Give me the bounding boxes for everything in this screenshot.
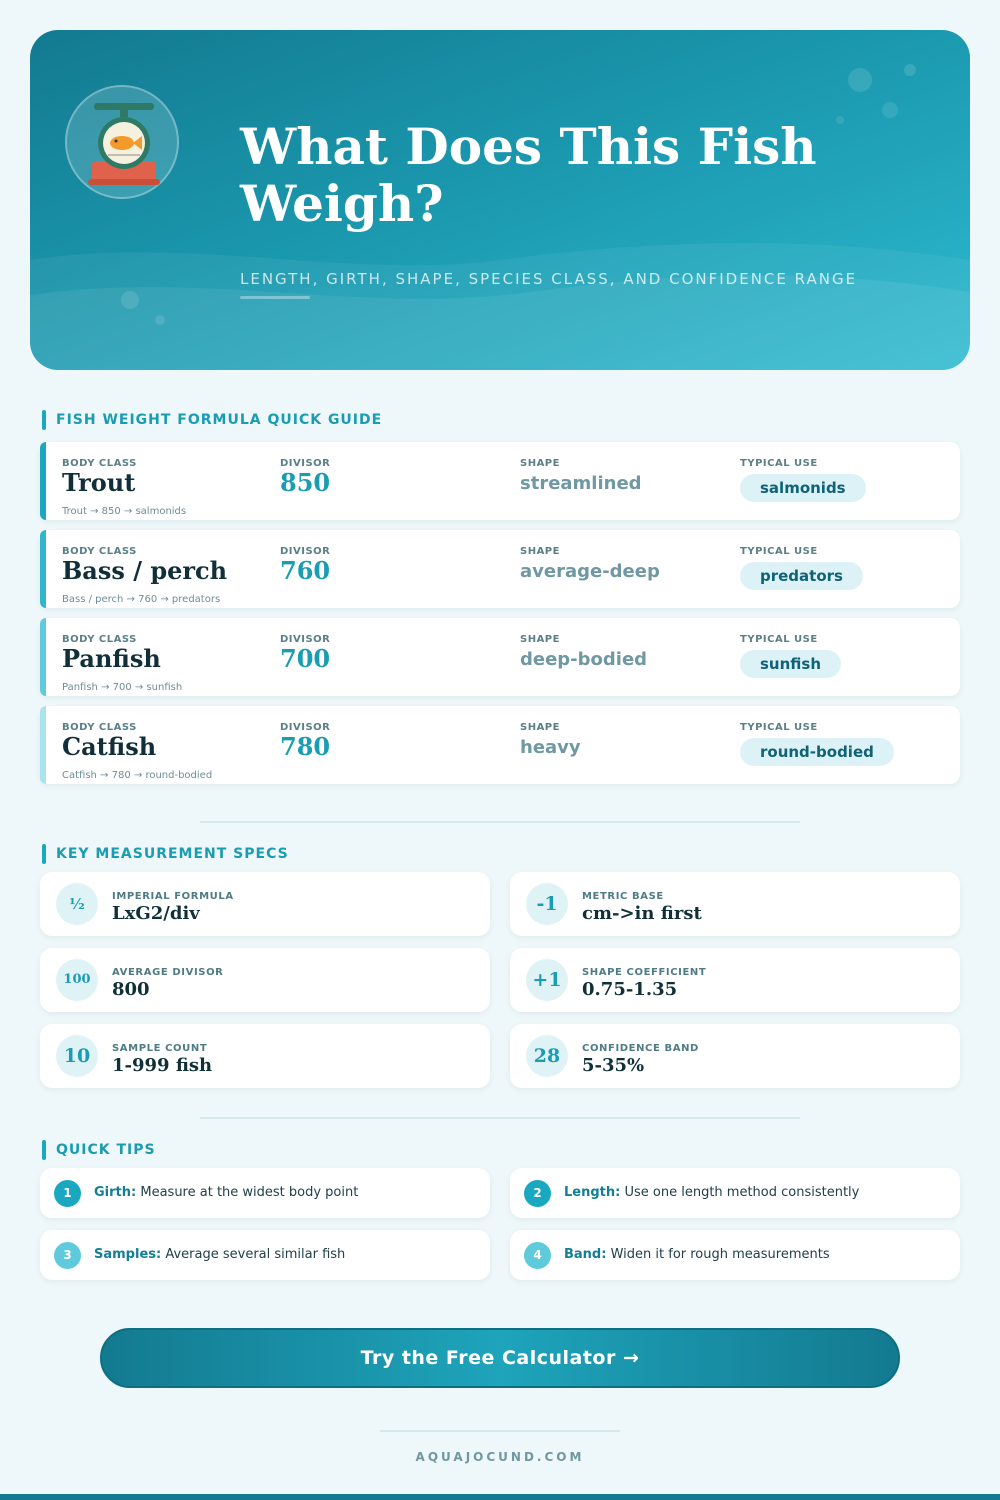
spec-card-sample-count xyxy=(40,1024,490,1088)
spec-value: 1-999 fish xyxy=(112,1055,213,1076)
typical-use-label: TYPICAL USE xyxy=(740,546,818,557)
try-calculator-button[interactable]: Try the Free Calculator → xyxy=(100,1328,900,1388)
typical-use-pill: predators xyxy=(740,562,863,590)
divisor-value: 700 xyxy=(280,644,331,673)
spec-label: IMPERIAL FORMULA xyxy=(112,891,234,902)
guide-row-trout xyxy=(40,442,960,520)
page-title: What Does This Fish Weigh? xyxy=(240,117,817,233)
body-class-value: Bass / perch xyxy=(62,556,228,585)
divisor-label: DIVISOR xyxy=(280,722,331,733)
divisor-value: 780 xyxy=(280,732,331,761)
title-underline xyxy=(240,296,310,299)
shape-label: SHAPE xyxy=(520,458,560,469)
spec-value: LxG2/div xyxy=(112,903,200,924)
spec-card-shape-coefficient xyxy=(510,948,960,1012)
shape-value: streamlined xyxy=(520,473,642,494)
section-divider xyxy=(200,821,800,823)
spec-badge: 28 xyxy=(526,1035,568,1077)
row-accent-bar xyxy=(40,706,46,784)
spec-badge: -1 xyxy=(526,883,568,925)
typical-use-pill: salmonids xyxy=(740,474,866,502)
row-caption: Bass / perch → 760 → predators xyxy=(62,594,221,605)
spec-value: cm->in first xyxy=(582,903,702,924)
fish-scale-icon xyxy=(65,85,179,199)
section-heading-guide: FISH WEIGHT FORMULA QUICK GUIDE xyxy=(42,410,382,430)
row-accent-bar xyxy=(40,442,46,520)
spec-value: 0.75-1.35 xyxy=(582,979,678,1000)
tip-number: 2 xyxy=(524,1180,551,1207)
tip-body: Widen it for rough measurements xyxy=(610,1247,830,1262)
body-class-label: BODY CLASS xyxy=(62,634,137,645)
spec-label: CONFIDENCE BAND xyxy=(582,1043,699,1054)
shape-value: deep-bodied xyxy=(520,649,648,670)
spec-badge: 100 xyxy=(56,959,98,1001)
spec-card-metric-base xyxy=(510,872,960,936)
spec-card-confidence-band xyxy=(510,1024,960,1088)
guide-row-panfish xyxy=(40,618,960,696)
tip-text xyxy=(94,1247,345,1262)
body-class-value: Trout xyxy=(62,468,136,497)
divisor-label: DIVISOR xyxy=(280,458,331,469)
hero-banner xyxy=(30,30,970,370)
tip-number: 3 xyxy=(54,1242,81,1269)
tip-key: Length: xyxy=(564,1185,621,1200)
section-divider xyxy=(200,1117,800,1119)
tip-card-length xyxy=(510,1168,960,1218)
typical-use-label: TYPICAL USE xyxy=(740,722,818,733)
typical-use-pill: sunfish xyxy=(740,650,841,678)
body-class-label: BODY CLASS xyxy=(62,722,137,733)
typical-use-pill: round-bodied xyxy=(740,738,894,766)
spec-badge: 10 xyxy=(56,1035,98,1077)
footer-site-link[interactable]: AQUAJOCUND.COM xyxy=(415,1450,585,1464)
guide-row-bass-perch xyxy=(40,530,960,608)
body-class-label: BODY CLASS xyxy=(62,546,137,557)
spec-card-imperial-formula xyxy=(40,872,490,936)
spec-label: AVERAGE DIVISOR xyxy=(112,967,224,978)
bottom-accent-bar xyxy=(0,1494,1000,1500)
shape-label: SHAPE xyxy=(520,634,560,645)
tip-text xyxy=(564,1185,859,1200)
row-accent-bar xyxy=(40,530,46,608)
tip-card-band xyxy=(510,1230,960,1280)
row-caption: Catfish → 780 → round-bodied xyxy=(62,770,213,781)
shape-label: SHAPE xyxy=(520,722,560,733)
spec-value: 800 xyxy=(112,979,150,1000)
body-class-value: Catfish xyxy=(62,732,157,761)
tip-text xyxy=(564,1247,830,1262)
tip-body: Average several similar fish xyxy=(165,1247,346,1262)
row-caption: Trout → 850 → salmonids xyxy=(62,506,187,517)
typical-use-label: TYPICAL USE xyxy=(740,458,818,469)
divisor-label: DIVISOR xyxy=(280,546,331,557)
spec-value: 5-35% xyxy=(582,1055,645,1076)
guide-row-catfish xyxy=(40,706,960,784)
body-class-value: Panfish xyxy=(62,644,161,673)
tip-key: Band: xyxy=(564,1247,607,1262)
shape-label: SHAPE xyxy=(520,546,560,557)
tip-key: Samples: xyxy=(94,1247,162,1262)
spec-label: SAMPLE COUNT xyxy=(112,1043,208,1054)
body-class-label: BODY CLASS xyxy=(62,458,137,469)
spec-badge: ½ xyxy=(56,883,98,925)
divisor-value: 850 xyxy=(280,468,331,497)
row-accent-bar xyxy=(40,618,46,696)
tip-number: 4 xyxy=(524,1242,551,1269)
page-subtitle: LENGTH, GIRTH, SHAPE, SPECIES CLASS, AND CONFIDENCE RANGE xyxy=(240,270,858,288)
tip-card-samples xyxy=(40,1230,490,1280)
footer-divider xyxy=(380,1430,620,1432)
tip-number: 1 xyxy=(54,1180,81,1207)
tip-card-girth xyxy=(40,1168,490,1218)
shape-value: heavy xyxy=(520,737,581,758)
typical-use-label: TYPICAL USE xyxy=(740,634,818,645)
shape-value: average-deep xyxy=(520,561,660,582)
tip-body: Measure at the widest body point xyxy=(140,1185,359,1200)
tip-key: Girth: xyxy=(94,1185,137,1200)
row-caption: Panfish → 700 → sunfish xyxy=(62,682,183,693)
tip-body: Use one length method consistently xyxy=(624,1185,860,1200)
divisor-label: DIVISOR xyxy=(280,634,331,645)
spec-badge: +1 xyxy=(526,959,568,1001)
section-heading-specs: KEY MEASUREMENT SPECS xyxy=(42,844,289,864)
tip-text xyxy=(94,1185,358,1200)
spec-label: METRIC BASE xyxy=(582,891,664,902)
spec-card-average-divisor xyxy=(40,948,490,1012)
section-heading-tips: QUICK TIPS xyxy=(42,1140,156,1160)
divisor-value: 760 xyxy=(280,556,331,585)
spec-label: SHAPE COEFFICIENT xyxy=(582,967,707,978)
